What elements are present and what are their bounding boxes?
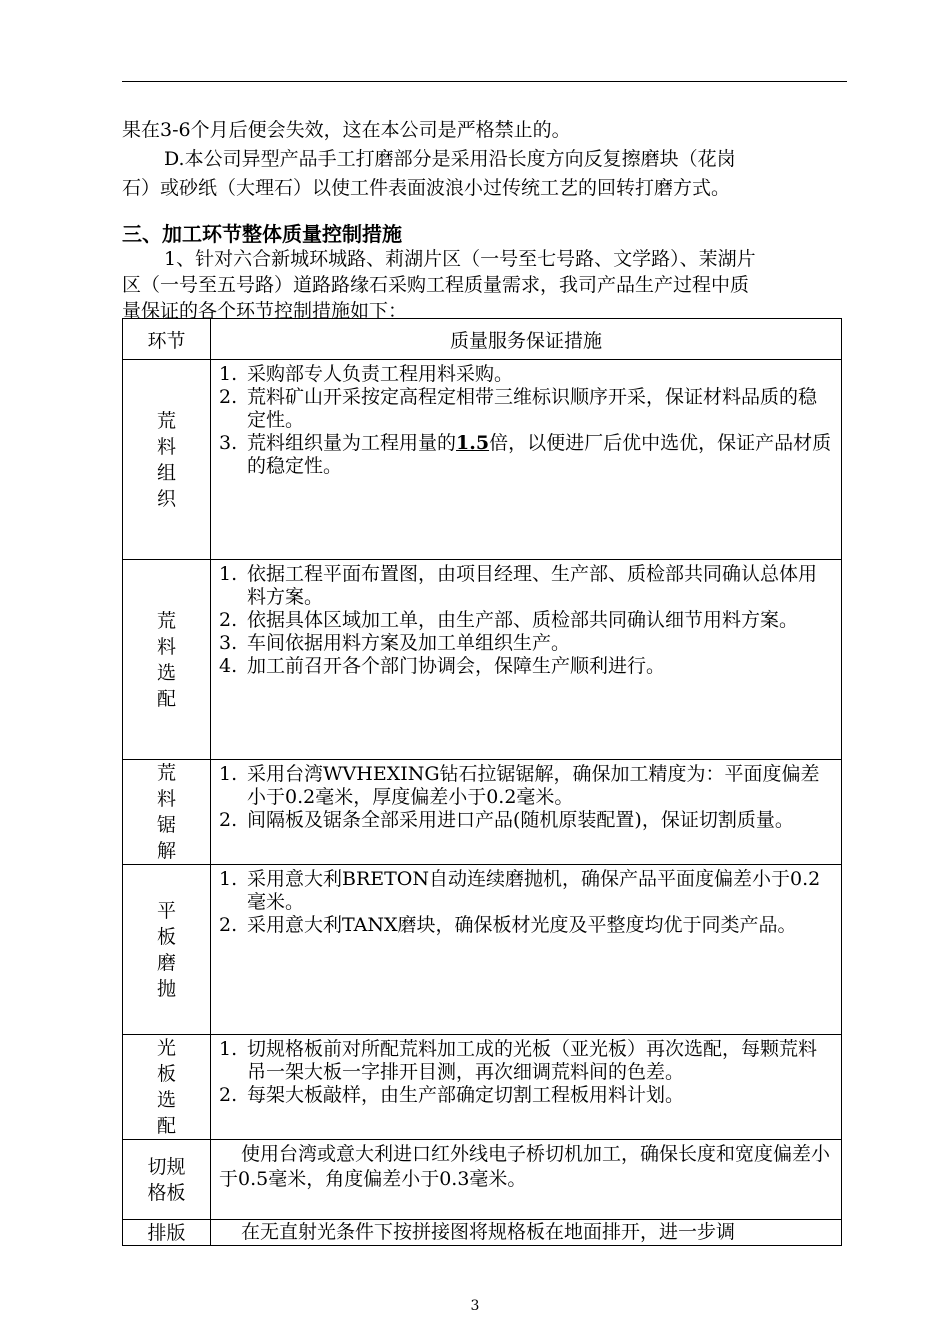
section-paragraph-line-3: 量保证的各个环节控制措施如下：	[122, 300, 408, 322]
list-item: 2. 每架大板敲样，由生产部确定切割工程板用料计划。	[219, 1084, 685, 1106]
table-row	[123, 1220, 842, 1246]
table-row	[123, 1140, 842, 1220]
list-item: 2. 采用意大利TANX磨块，确保板材光度及平整度均优于同类产品。	[219, 914, 797, 936]
header-stage: 环节	[123, 319, 211, 360]
header-measures: 质量服务保证措施	[211, 319, 842, 360]
measures-cell	[211, 560, 842, 760]
measures-cell	[211, 360, 842, 560]
section-paragraph-line-2: 区（一号至五号路）道路路缘石采购工程质量需求，我司产品生产过程中质	[122, 274, 750, 296]
list-item: 3. 车间依据用料方案及加工单组织生产。	[219, 632, 571, 654]
cell-text: 使用台湾或意大利进口红外线电子桥切机加工，确保长度和宽度偏差小于0.5毫米，角度偏差小于0.3毫米。	[219, 1143, 831, 1190]
section-paragraph-line-1: 1、针对六合新城环城路、莉湖片区（一号至七号路、文学路）、茉湖片	[164, 248, 756, 270]
intro-line-3: 石）或砂纸（大理石）以使工件表面波浪小过传统工艺的回转打磨方式。	[122, 177, 731, 199]
quality-control-table	[122, 318, 842, 1246]
list-item: 2. 间隔板及锯条全部采用进口产品(随机原装配置)，保证切割质量。	[219, 809, 794, 831]
stage-cell: 排版	[123, 1220, 211, 1246]
list-item: 2. 荒料矿山开采按定高程定相带三维标识顺序开采，保证材料品质的稳定性。	[219, 386, 818, 431]
measures-cell	[211, 760, 842, 865]
measures-cell	[211, 1140, 842, 1220]
list-item: 3. 荒料组织量为工程用量的1.5倍，以便进厂后优中选优，保证产品材质的稳定性。	[219, 432, 832, 477]
table-header-row	[123, 319, 842, 360]
header-rule	[122, 81, 847, 82]
list-item: 1. 切规格板前对所配荒料加工成的光板（亚光板）再次选配，每颗荒料吊一架大板一字排开目测，再次细调荒料间的色差。	[219, 1038, 818, 1083]
table-row	[123, 865, 842, 1035]
cell-text: 在无直射光条件下按拼接图将规格板在地面排开，进一步调	[241, 1221, 736, 1243]
list-item: 1. 采用意大利BRETON自动连续磨抛机，确保产品平面度偏差小于0.2毫米。	[219, 868, 821, 913]
measures-cell	[211, 1220, 842, 1246]
table-row	[123, 1035, 842, 1140]
list-item: 2. 依据具体区域加工单，由生产部、质检部共同确认细节用料方案。	[219, 609, 799, 631]
measures-cell	[211, 865, 842, 1035]
page-number: 3	[470, 1298, 480, 1314]
stage-cell: 荒料组织	[123, 360, 211, 560]
intro-line-2: D.本公司异型产品手工打磨部分是采用沿长度方向反复擦磨块（花岗	[164, 148, 736, 170]
stage-cell: 荒料选配	[123, 560, 211, 760]
list-item: 1. 依据工程平面布置图，由项目经理、生产部、质检部共同确认总体用料方案。	[219, 563, 818, 608]
emphasized-quantity: 1.5	[456, 432, 490, 454]
table-row	[123, 560, 842, 760]
table-row	[123, 760, 842, 865]
list-item: 1. 采购部专人负责工程用料采购。	[219, 363, 514, 385]
measures-cell	[211, 1035, 842, 1140]
stage-cell: 平板磨抛	[123, 865, 211, 1035]
section-heading: 三、加工环节整体质量控制措施	[122, 222, 402, 246]
table-row	[123, 360, 842, 560]
list-item: 1. 采用台湾WVHEXING钻石拉锯锯解，确保加工精度为：平面度偏差小于0.2毫米，厚度偏差小于0.2毫米。	[219, 763, 820, 808]
stage-cell: 荒料锯解	[123, 760, 211, 865]
intro-line-1: 果在3-6个月后便会失效，这在本公司是严格禁止的。	[122, 119, 571, 141]
list-item: 4. 加工前召开各个部门协调会，保障生产顺利进行。	[219, 655, 666, 677]
stage-cell: 光板选配	[123, 1035, 211, 1140]
stage-cell: 切规格板	[123, 1140, 211, 1220]
